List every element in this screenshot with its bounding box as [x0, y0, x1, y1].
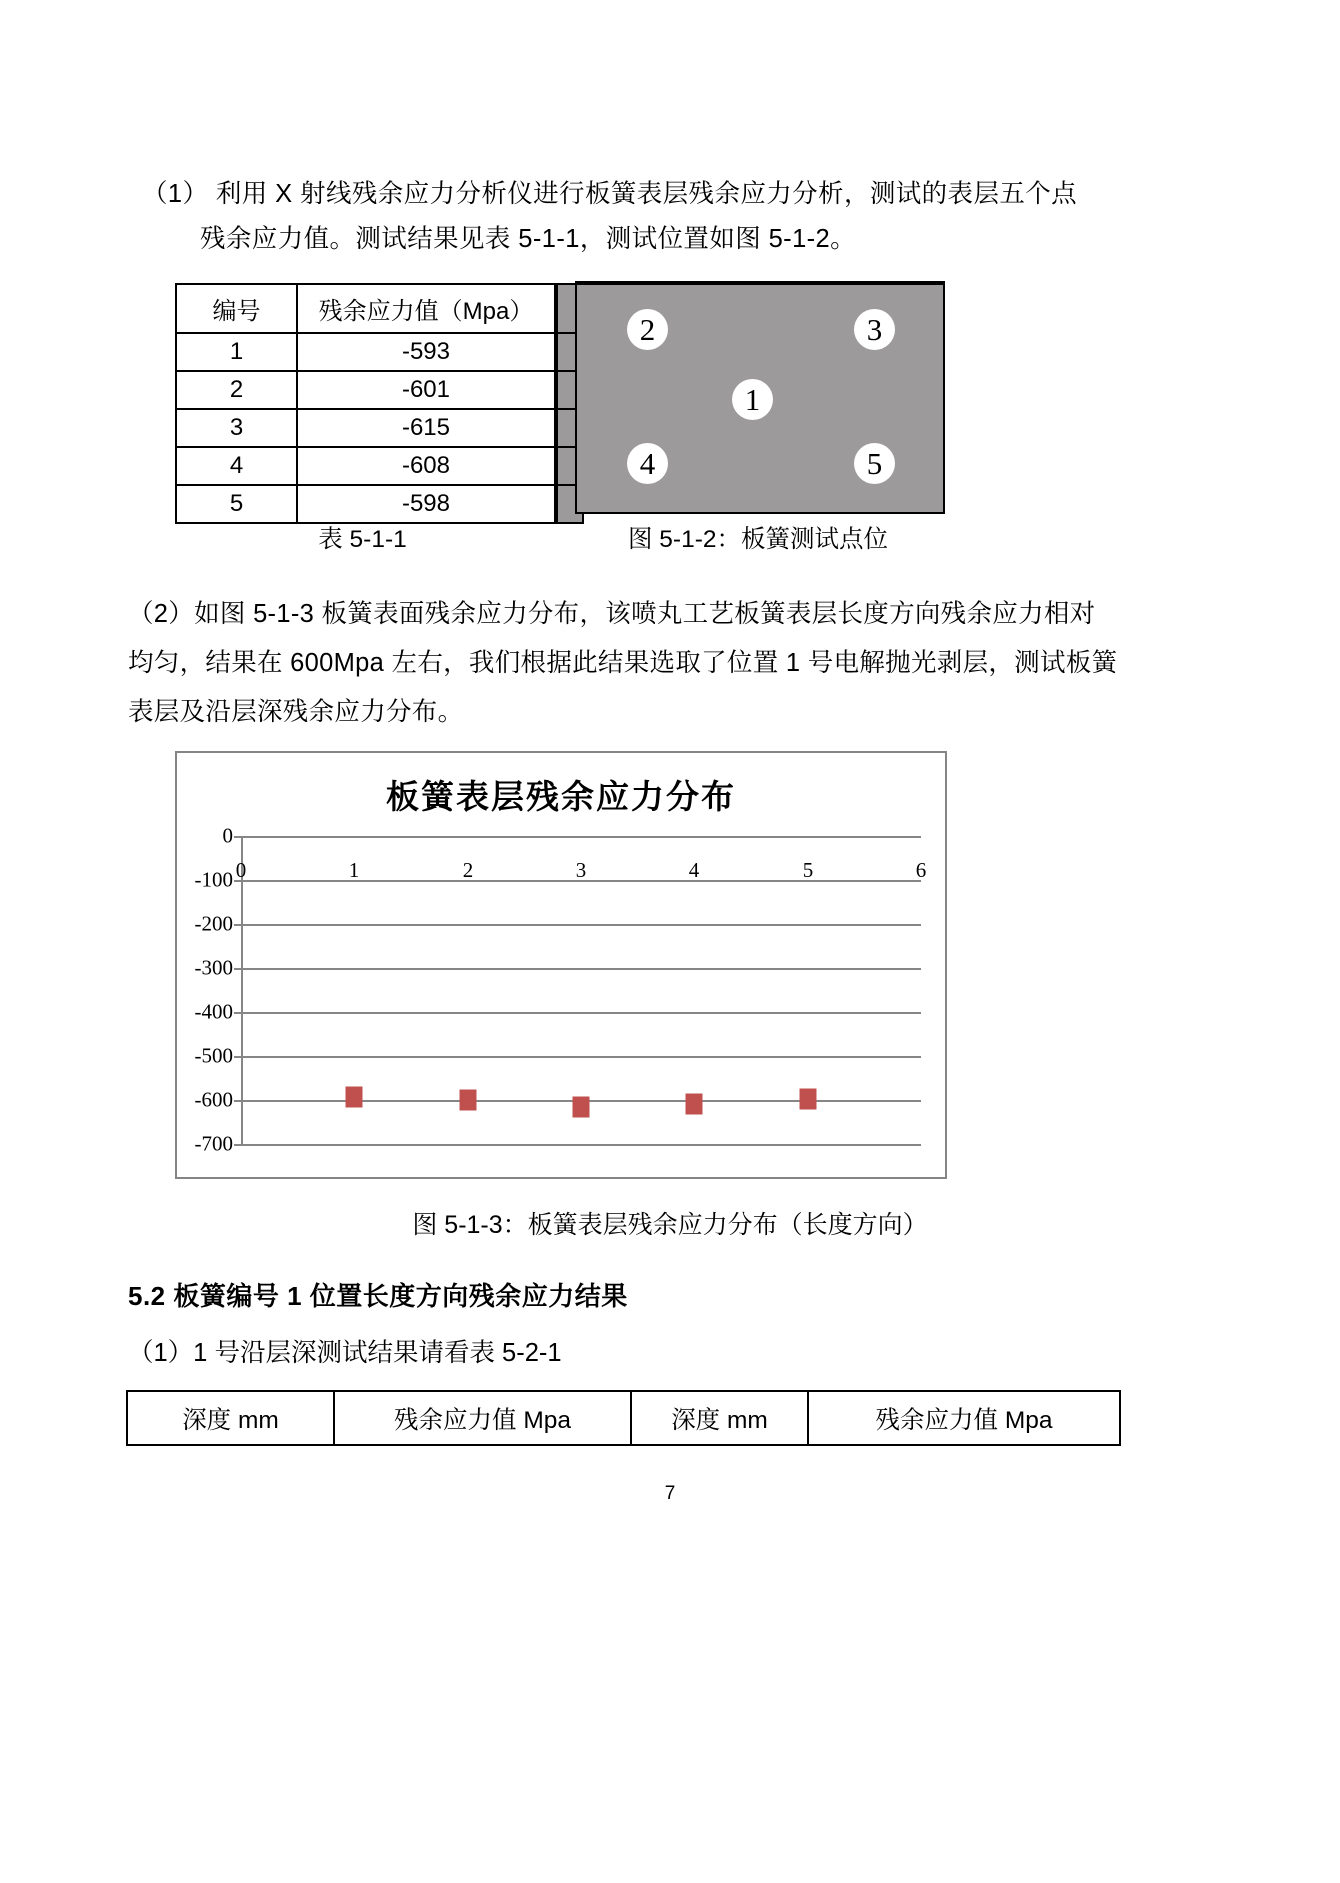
chart-y-label: -500	[194, 1043, 233, 1068]
table-511-cell-id: 2	[176, 371, 297, 409]
section-heading-52: 5.2 板簧编号 1 位置长度方向残余应力结果	[128, 1281, 628, 1311]
chart-data-point	[460, 1090, 477, 1111]
chart-data-point	[573, 1096, 590, 1117]
table-row	[176, 284, 583, 333]
chart-y-label: -100	[194, 867, 233, 892]
table-row	[176, 409, 583, 447]
table-521-header-stress-1: 残余应力值 Mpa	[334, 1391, 631, 1445]
table-511-cell-id: 4	[176, 447, 297, 485]
chart-x-label: 2	[462, 858, 474, 882]
table-521-header-depth-2: 深度 mm	[631, 1391, 808, 1445]
paragraph-1	[142, 172, 1197, 262]
chart-y-label: -400	[194, 999, 233, 1024]
chart-y-tick	[234, 1056, 241, 1058]
test-point-marker-1: 1	[732, 379, 773, 420]
table-row	[127, 1391, 1120, 1445]
chart-y-tick	[234, 968, 241, 970]
chart-x-label: 6	[915, 858, 927, 882]
chart-y-label: -300	[194, 955, 233, 980]
table-511-cell-value: -598	[297, 485, 556, 523]
table-row	[176, 485, 583, 523]
test-point-marker-5: 5	[854, 443, 895, 484]
figure-512-caption: 图 5-1-2：板簧测试点位	[627, 526, 888, 553]
chart-y-label: 0	[222, 823, 233, 848]
table-511-cell-id: 3	[176, 409, 297, 447]
table-511-header-id: 编号	[176, 284, 297, 333]
table-511-cell-id: 5	[176, 485, 297, 523]
table-521-header-depth-1: 深度 mm	[127, 1391, 334, 1445]
chart-y-label: -200	[194, 911, 233, 936]
table-511-caption: 表 5-1-1	[318, 526, 407, 553]
table-521-wrapper	[126, 1390, 1121, 1446]
paragraph-1-line-2: 残余应力值。测试结果见表 5-1-1，测试位置如图 5-1-2。	[200, 225, 857, 253]
chart-gridline	[241, 924, 921, 926]
table-511-cell-value: -601	[297, 371, 556, 409]
table-511-wrapper	[175, 283, 584, 524]
test-point-marker-2: 2	[627, 309, 668, 350]
paragraph-3: （1）1 号沿层深测试结果请看表 5-2-1	[128, 1339, 562, 1367]
chart-x-label: 0	[235, 858, 247, 882]
chart-y-tick	[234, 1100, 241, 1102]
chart-y-tick	[234, 836, 241, 838]
test-point-marker-3: 3	[854, 309, 895, 350]
table-511-cell-id: 1	[176, 333, 297, 371]
paragraph-2-line-3: 表层及沿层深残余应力分布。	[128, 698, 464, 726]
chart-gridline	[241, 968, 921, 970]
table-row	[176, 371, 583, 409]
figure-512-leaf-spring-image	[575, 281, 945, 514]
table-521	[126, 1390, 1121, 1446]
chart-gridline	[241, 1144, 921, 1146]
chart-x-label: 5	[802, 858, 814, 882]
chart-513-caption: 图 5-1-3：板簧表层残余应力分布（长度方向）	[412, 1211, 928, 1239]
chart-x-label: 1	[348, 858, 360, 882]
chart-data-point	[686, 1093, 703, 1114]
chart-plot-area	[194, 823, 927, 1156]
test-point-marker-4: 4	[627, 443, 668, 484]
chart-gridline	[241, 1056, 921, 1058]
paragraph-2-line-2: 均匀，结果在 600Mpa 左右，我们根据此结果选取了位置 1 号电解抛光剥层，测试板簧	[128, 649, 1118, 677]
paragraph-1-line-1: （1） 利用 X 射线残余应力分析仪进行板簧表层残余应力分析，测试的表层五个点	[142, 180, 1078, 208]
chart-y-tick	[234, 1012, 241, 1014]
chart-x-label: 4	[688, 858, 700, 882]
table-511-cell-value: -593	[297, 333, 556, 371]
chart-data-point	[346, 1087, 363, 1108]
table-row	[176, 447, 583, 485]
table-521-header-stress-2: 残余应力值 Mpa	[808, 1391, 1120, 1445]
chart-gridline	[241, 836, 921, 838]
chart-x-label: 3	[575, 858, 587, 882]
chart-title: 板簧表层残余应力分布	[386, 780, 736, 816]
chart-data-point	[800, 1089, 817, 1110]
chart-y-tick	[234, 924, 241, 926]
paragraph-2-line-1: （2）如图 5-1-3 板簧表面残余应力分布，该喷丸工艺板簧表层长度方向残余应力相对	[128, 600, 1096, 628]
chart-y-label: -600	[194, 1087, 233, 1112]
chart-gridline	[241, 1012, 921, 1014]
page-number: 7	[664, 1483, 676, 1504]
paragraph-2	[128, 590, 1213, 737]
chart-513	[175, 751, 947, 1179]
chart-y-tick	[234, 1144, 241, 1146]
table-511-cell-value: -608	[297, 447, 556, 485]
table-511-cell-value: -615	[297, 409, 556, 447]
table-row	[176, 333, 583, 371]
table-511	[175, 283, 584, 524]
chart-y-label: -700	[194, 1131, 233, 1156]
table-511-header-value: 残余应力值（Mpa）	[297, 284, 556, 333]
